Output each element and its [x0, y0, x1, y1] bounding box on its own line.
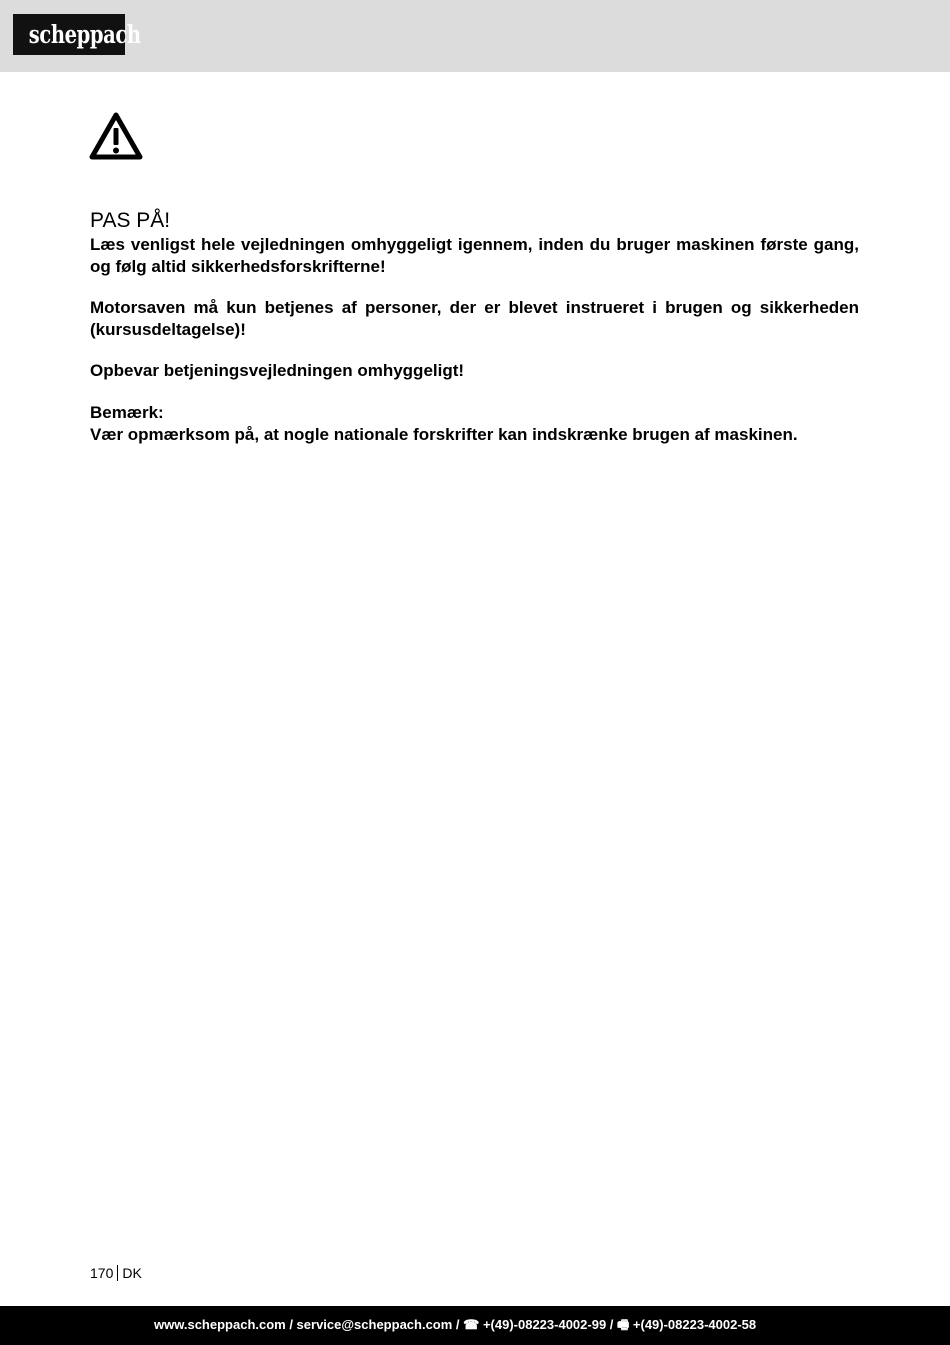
- page-language: DK: [122, 1265, 142, 1281]
- logo-text: scheppach: [28, 20, 141, 49]
- instruction-paragraph-operators: Motorsaven må kun betjenes af personer, der er blevet instrueret i brugen og sikkerheden (kursusdeltagelse)!: [90, 298, 859, 339]
- warning-triangle-icon: [89, 112, 143, 160]
- header-bar: [0, 0, 950, 72]
- scheppach-logo: [13, 14, 141, 55]
- footer-contact-text: www.scheppach.com / service@scheppach.com / ☎ +(49)-08223-4002-99 / 🖷 +(49)-08223-4002-58: [154, 1317, 757, 1332]
- page-number-separator: [117, 1265, 118, 1281]
- note-text: Vær opmærksom på, at nogle nationale forskrifter kan indskrænke brugen af maskinen.: [90, 425, 798, 444]
- instruction-paragraph-read-manual: Læs venligst hele vejledningen omhyggeligt igennem, inden du bruger maskinen første gang, og følg altid sikkerhedsforskrifterne!: [90, 235, 859, 276]
- page-title: PAS PÅ!: [90, 209, 171, 232]
- instruction-paragraph-keep-manual: Opbevar betjeningsvejledningen omhyggeligt!: [90, 361, 465, 380]
- page-number-value: 170: [90, 1265, 114, 1281]
- note-label: Bemærk:: [90, 403, 164, 422]
- page-number: [90, 1265, 142, 1281]
